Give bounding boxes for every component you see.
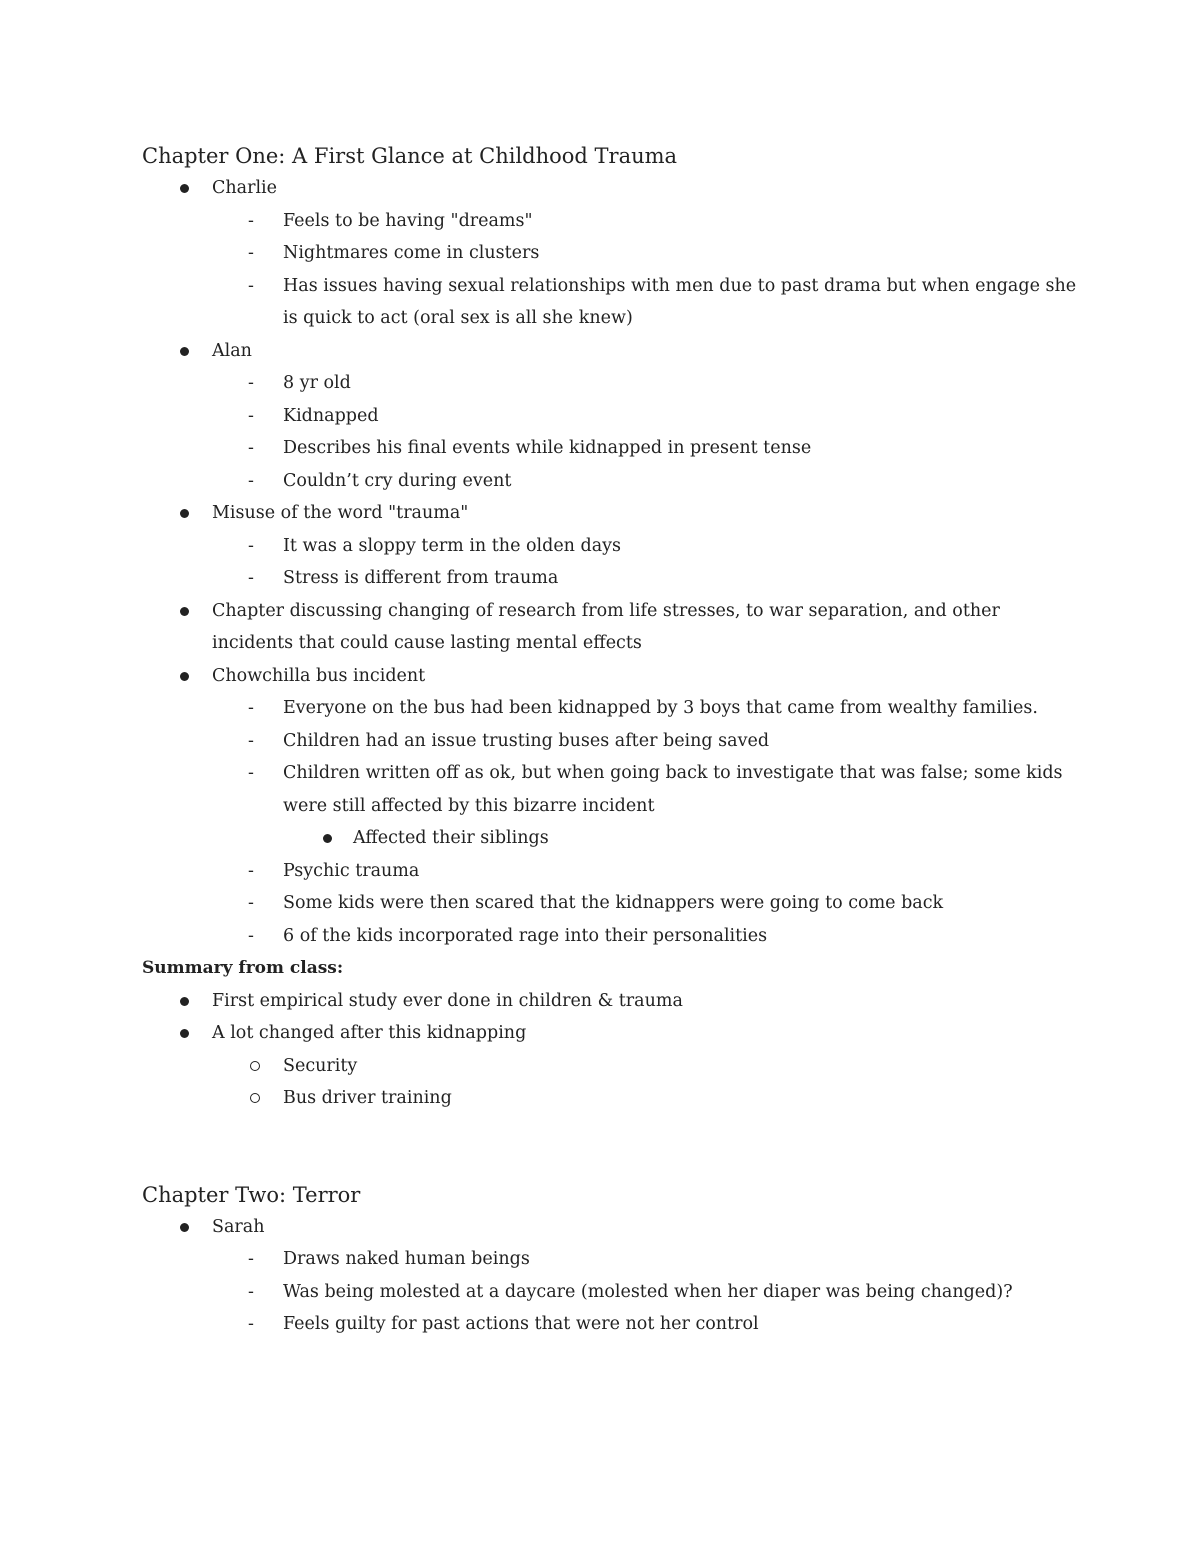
dash-bullet-icon: -: [248, 210, 254, 231]
list-item-label: Sarah: [212, 1216, 265, 1237]
list-item-text: Everyone on the bus had been kidnapped by 3 boys that came from wealthy families.: [283, 698, 1038, 718]
list-item-label: Alan: [212, 340, 252, 361]
dash-bullet-icon: -: [248, 763, 254, 783]
list-item: [142, 920, 1082, 953]
list-item-text: Security: [283, 1055, 358, 1076]
dash-bullet-icon: -: [248, 568, 254, 588]
dash-bullet-icon: -: [248, 405, 254, 426]
list-item: [142, 1276, 1082, 1309]
dash-bullet-icon: -: [248, 373, 254, 393]
list-item-text: Psychic trauma: [283, 860, 420, 881]
list-item-text: A lot changed after this kidnapping: [212, 1023, 527, 1043]
chapter-two-heading: Chapter Two: Terror: [142, 1182, 361, 1207]
list-item-label: Misuse of the word "trauma": [212, 503, 469, 523]
dash-bullet-icon: -: [248, 860, 254, 881]
list-item: [142, 562, 1082, 595]
list-item-nested: [142, 822, 1082, 855]
list-item: [142, 757, 1082, 822]
list-item-label: Chowchilla bus incident: [212, 665, 426, 686]
bullet-icon: [180, 509, 189, 518]
bullet-icon: [180, 672, 189, 681]
list-item: [142, 530, 1082, 563]
list-item-misuse: [142, 497, 1082, 530]
list-item: [142, 367, 1082, 400]
dash-bullet-icon: -: [248, 243, 254, 263]
list-item: [142, 237, 1082, 270]
chapter-one-heading: Chapter One: A First Glance at Childhood Trauma: [142, 144, 678, 168]
list-item-text: 6 of the kids incorporated rage into their personalities: [283, 925, 768, 946]
list-item: [142, 465, 1082, 498]
dash-bullet-icon: -: [248, 893, 254, 913]
bullet-icon: [180, 184, 189, 193]
hollow-bullet-icon: [250, 1061, 260, 1071]
list-item-text: Has issues having sexual relationships with men due to past drama but when engage she is quick to act (oral sex is all she knew): [283, 275, 1077, 328]
list-item: [142, 432, 1082, 465]
list-item-nested: [142, 1050, 1082, 1083]
bullet-icon: [180, 997, 189, 1006]
dash-bullet-icon: -: [248, 1281, 254, 1302]
list-item: [142, 692, 1082, 725]
list-item-charlie: [142, 172, 1082, 205]
list-item-text: Children had an issue trusting buses after being saved: [283, 730, 770, 751]
dash-bullet-icon: -: [248, 535, 254, 556]
list-item-text: Feels guilty for past actions that were not her control: [283, 1314, 759, 1334]
list-item-text: Draws naked human beings: [283, 1249, 530, 1269]
list-item-research: [142, 595, 1082, 660]
list-item-text: 8 yr old: [283, 373, 351, 393]
dash-bullet-icon: -: [248, 470, 254, 491]
list-item: [142, 1243, 1082, 1276]
bullet-icon: [180, 1029, 189, 1038]
dash-bullet-icon: -: [248, 1249, 254, 1269]
list-item-text: Couldn’t cry during event: [283, 470, 512, 491]
list-item-sarah: [142, 1211, 1082, 1244]
bullet-icon: [180, 347, 189, 356]
list-item-text: Feels to be having "dreams": [283, 210, 533, 231]
dash-bullet-icon: -: [248, 1314, 254, 1334]
list-item-alan: [142, 335, 1082, 368]
list-item: [142, 1017, 1082, 1050]
list-item: [142, 725, 1082, 758]
list-item-text: It was a sloppy term in the olden days: [283, 535, 622, 556]
document-page: [142, 140, 1082, 1341]
list-item-text: Kidnapped: [283, 405, 379, 426]
summary-heading: Summary from class:: [142, 958, 344, 978]
list-item: [142, 985, 1082, 1018]
dash-bullet-icon: -: [248, 438, 254, 458]
list-item-text: Affected their siblings: [353, 828, 549, 848]
section-spacer: [142, 1115, 1082, 1179]
list-item-nested: [142, 1082, 1082, 1115]
list-item-text: Children written off as ok, but when going back to investigate that was false; some kids were still affected by this bizarre incident: [283, 763, 1063, 816]
list-item: [142, 205, 1082, 238]
list-item: [142, 887, 1082, 920]
list-item-text: Bus driver training: [283, 1088, 452, 1108]
list-item-label: Chapter discussing changing of research from life stresses, to war separation, and other incidents that could cause lasting mental effects: [212, 600, 1000, 653]
list-item: [142, 855, 1082, 888]
list-item-text: Describes his final events while kidnapped in present tense: [283, 438, 812, 458]
dash-bullet-icon: -: [248, 698, 254, 718]
bullet-icon: [180, 607, 189, 616]
dash-bullet-icon: -: [248, 730, 254, 751]
list-item: [142, 270, 1082, 335]
bullet-icon: [180, 1223, 189, 1232]
bullet-icon: [323, 834, 332, 843]
dash-bullet-icon: -: [248, 925, 254, 946]
list-item-text: Nightmares come in clusters: [283, 243, 540, 263]
dash-bullet-icon: -: [248, 275, 254, 296]
list-item-chowchilla: [142, 660, 1082, 693]
list-item-label: Charlie: [212, 178, 278, 198]
list-item: [142, 400, 1082, 433]
list-item-text: Was being molested at a daycare (molested when her diaper was being changed)?: [283, 1281, 1013, 1302]
list-item-text: Stress is different from trauma: [283, 568, 559, 588]
list-item: [142, 1308, 1082, 1341]
hollow-bullet-icon: [250, 1093, 260, 1103]
list-item-text: First empirical study ever done in children & trauma: [212, 990, 683, 1011]
list-item-text: Some kids were then scared that the kidnappers were going to come back: [283, 893, 944, 913]
